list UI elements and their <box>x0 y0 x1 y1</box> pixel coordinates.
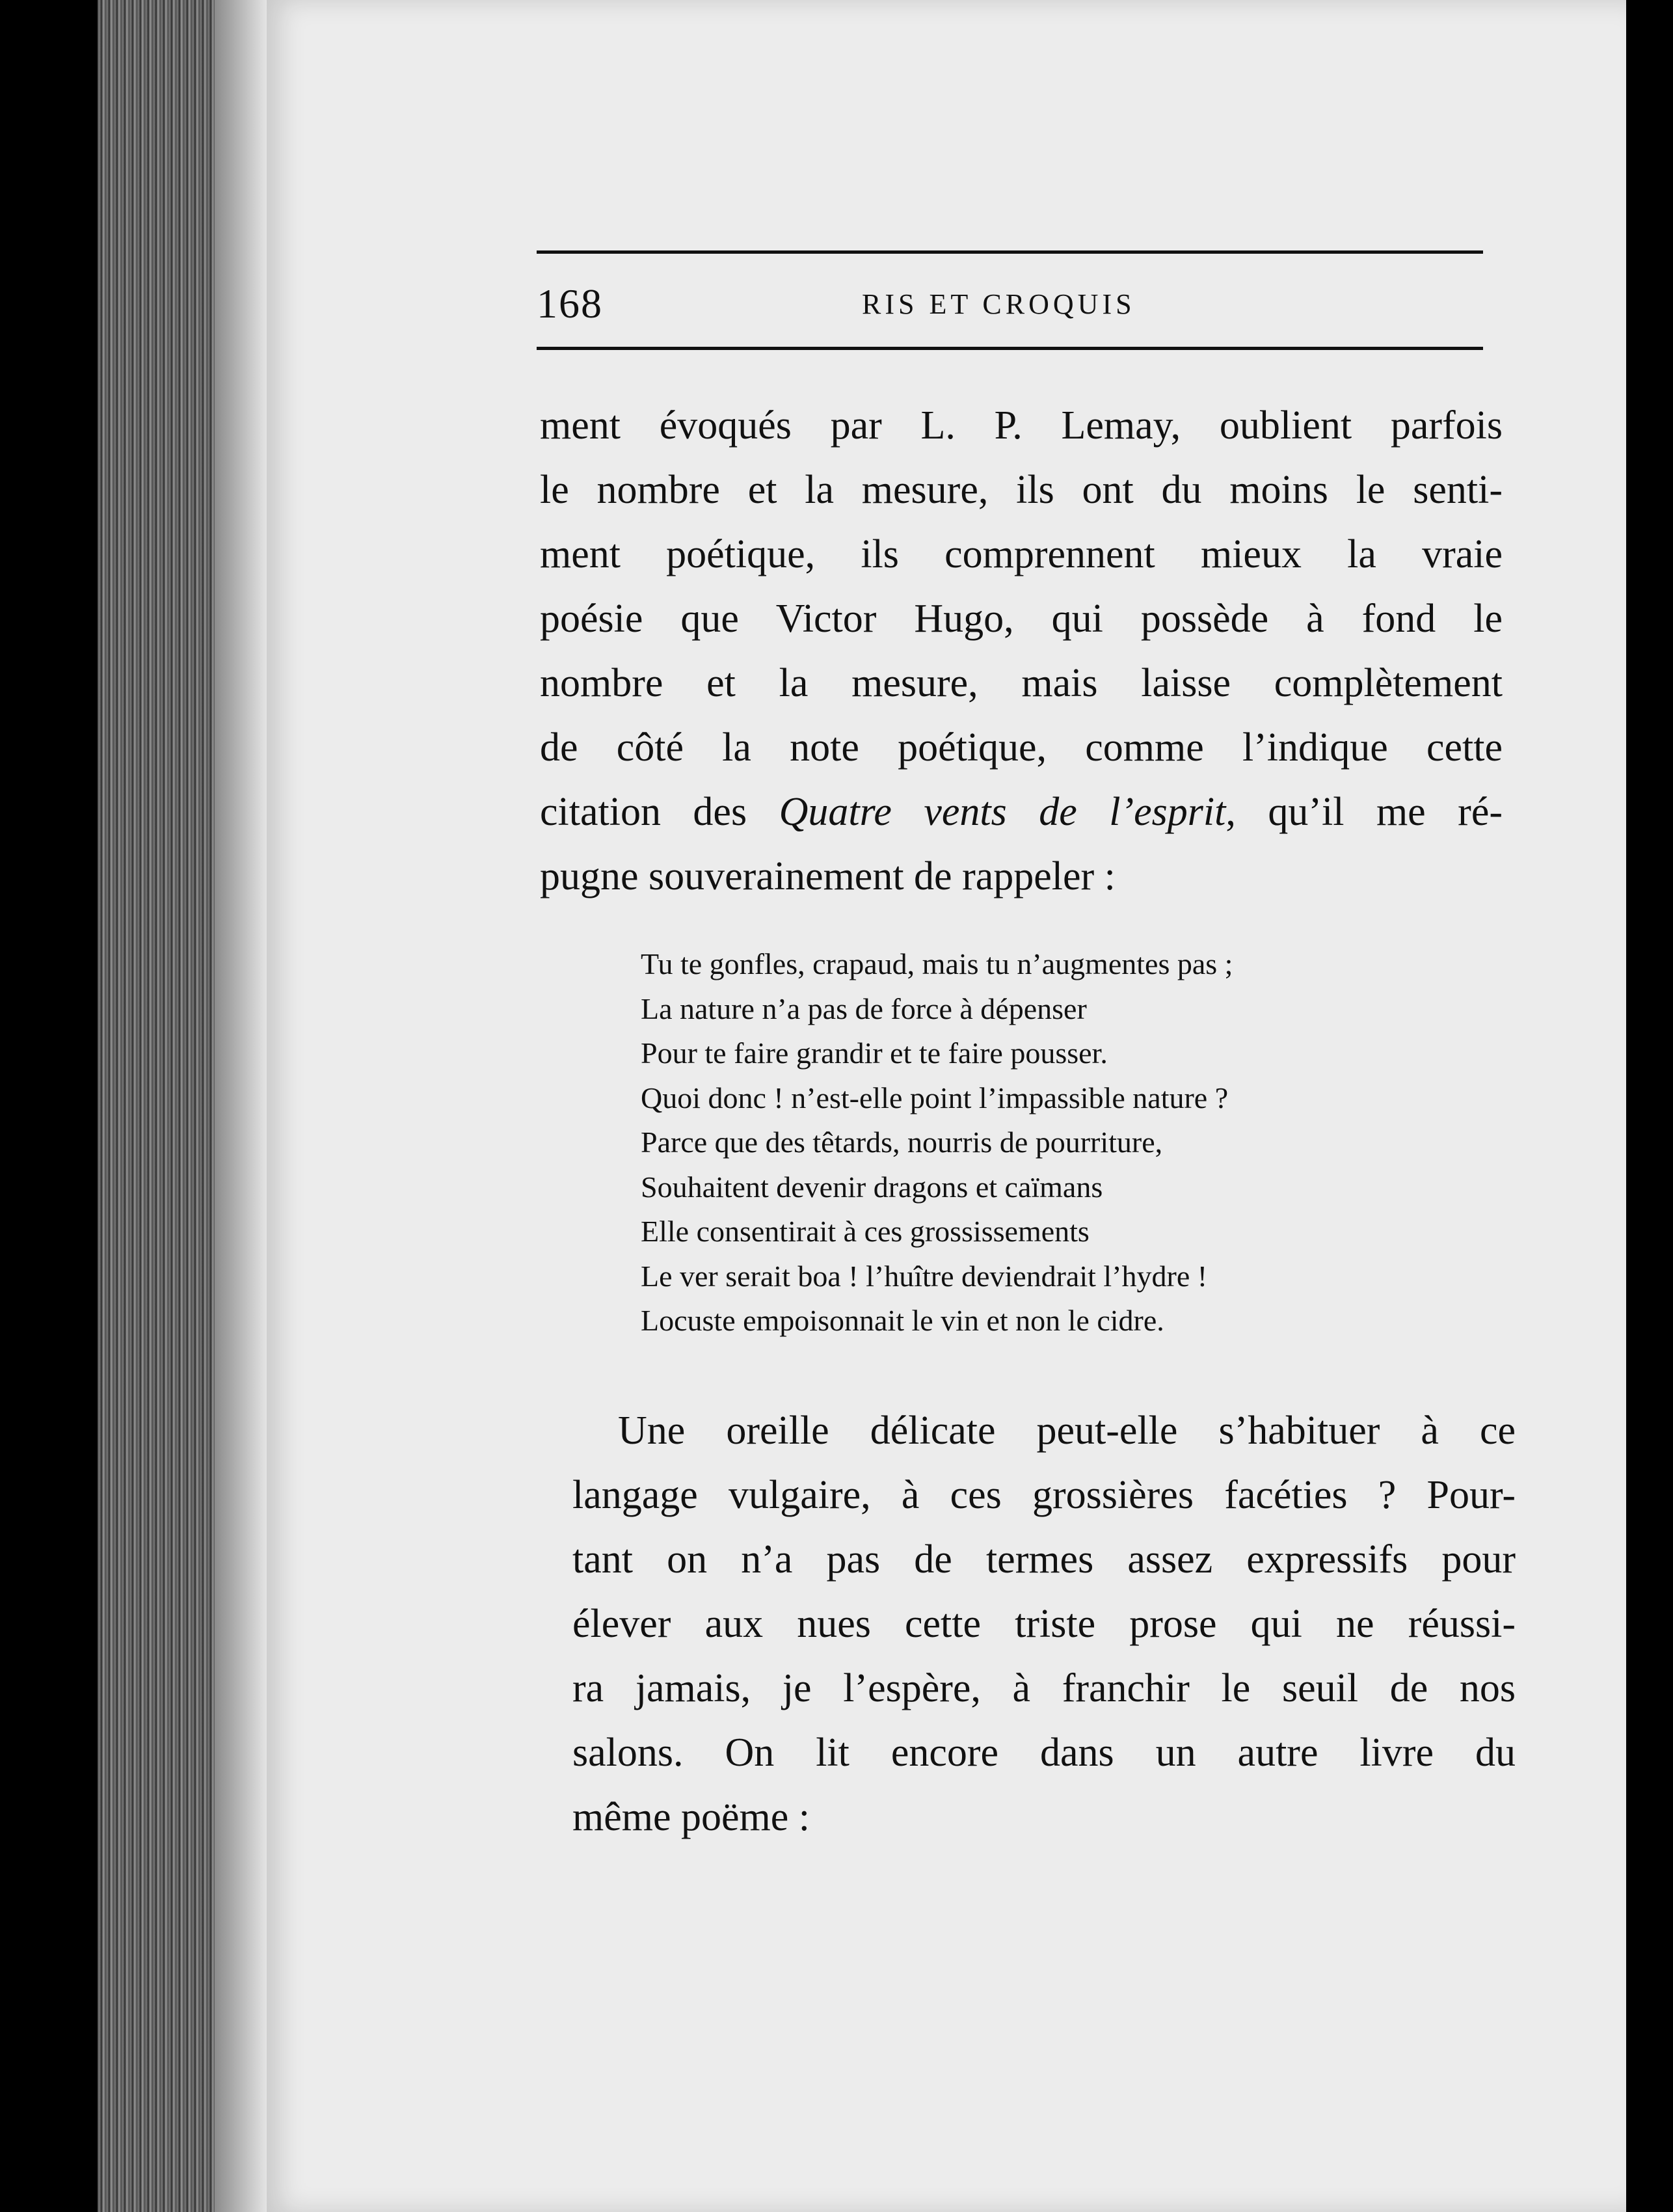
paragraph-2 <box>572 1399 1516 1850</box>
book-title-italic: Quatre vents de l’esprit <box>779 790 1226 834</box>
text-line: nombre et la mesure, mais laisse complètement <box>540 661 1503 705</box>
text-line: ment poétique, ils comprennent mieux la vraie <box>540 532 1503 576</box>
header-rule-top <box>537 250 1483 254</box>
gutter-shadow <box>215 0 267 2212</box>
verse-line: Quoi donc ! n’est-elle point l’impassible nature ? <box>641 1081 1229 1114</box>
running-title: RIS ET CROQUIS <box>862 288 1136 320</box>
text-line: langage vulgaire, à ces grossières facéties ? Pour- <box>572 1473 1516 1517</box>
verse-line: Le ver serait boa ! l’huître deviendrait l’hydre ! <box>641 1259 1208 1293</box>
verse-line: Tu te gonfles, crapaud, mais tu n’augmentes pas ; <box>641 947 1233 980</box>
citation-tail: , qu’il me ré- <box>1225 790 1503 834</box>
verse-line: La nature n’a pas de force à dépenser <box>641 991 1087 1025</box>
verse-line: Locuste empoisonnait le vin et non le cidre. <box>641 1304 1164 1337</box>
text-line: ra jamais, je l’espère, à franchir le seuil de nos <box>572 1666 1516 1710</box>
text-line-citation <box>540 780 1503 844</box>
verse-line: Parce que des têtards, nourris de pourriture, <box>641 1126 1163 1159</box>
text-line: salons. On lit encore dans un autre livre du <box>572 1731 1516 1775</box>
text-line: tant on n’a pas de termes assez expressifs pour <box>572 1537 1516 1582</box>
right-page-edge <box>1626 0 1673 2212</box>
text-line: ment évoqués par L. P. Lemay, oublient parfois <box>540 403 1503 448</box>
text-line: élever aux nues cette triste prose qui ne réussi- <box>572 1602 1516 1646</box>
text-line: le nombre et la mesure, ils ont du moins le senti- <box>540 468 1503 512</box>
citation-lead: citation des <box>540 790 779 834</box>
verse-line: Souhaitent devenir dragons et caïmans <box>641 1170 1103 1204</box>
verse-quotation <box>641 942 1486 1343</box>
text-line: Une oreille délicate peut-elle s’habituer à ce <box>618 1409 1516 1453</box>
page-number: 168 <box>537 280 603 327</box>
header-rule-bottom <box>537 347 1483 350</box>
text-line: pugne souverainement de rappeler : <box>540 854 1116 898</box>
running-head <box>537 280 1483 338</box>
text-line: poésie que Victor Hugo, qui possède à fond le <box>540 597 1503 641</box>
verse-line: Elle consentirait à ces grossissements <box>641 1215 1090 1248</box>
verse-line: Pour te faire grandir et te faire pousser. <box>641 1036 1108 1070</box>
text-line: même poëme : <box>572 1795 810 1839</box>
paragraph-1 <box>540 394 1503 909</box>
text-line: de côté la note poétique, comme l’indique cette <box>540 725 1503 770</box>
